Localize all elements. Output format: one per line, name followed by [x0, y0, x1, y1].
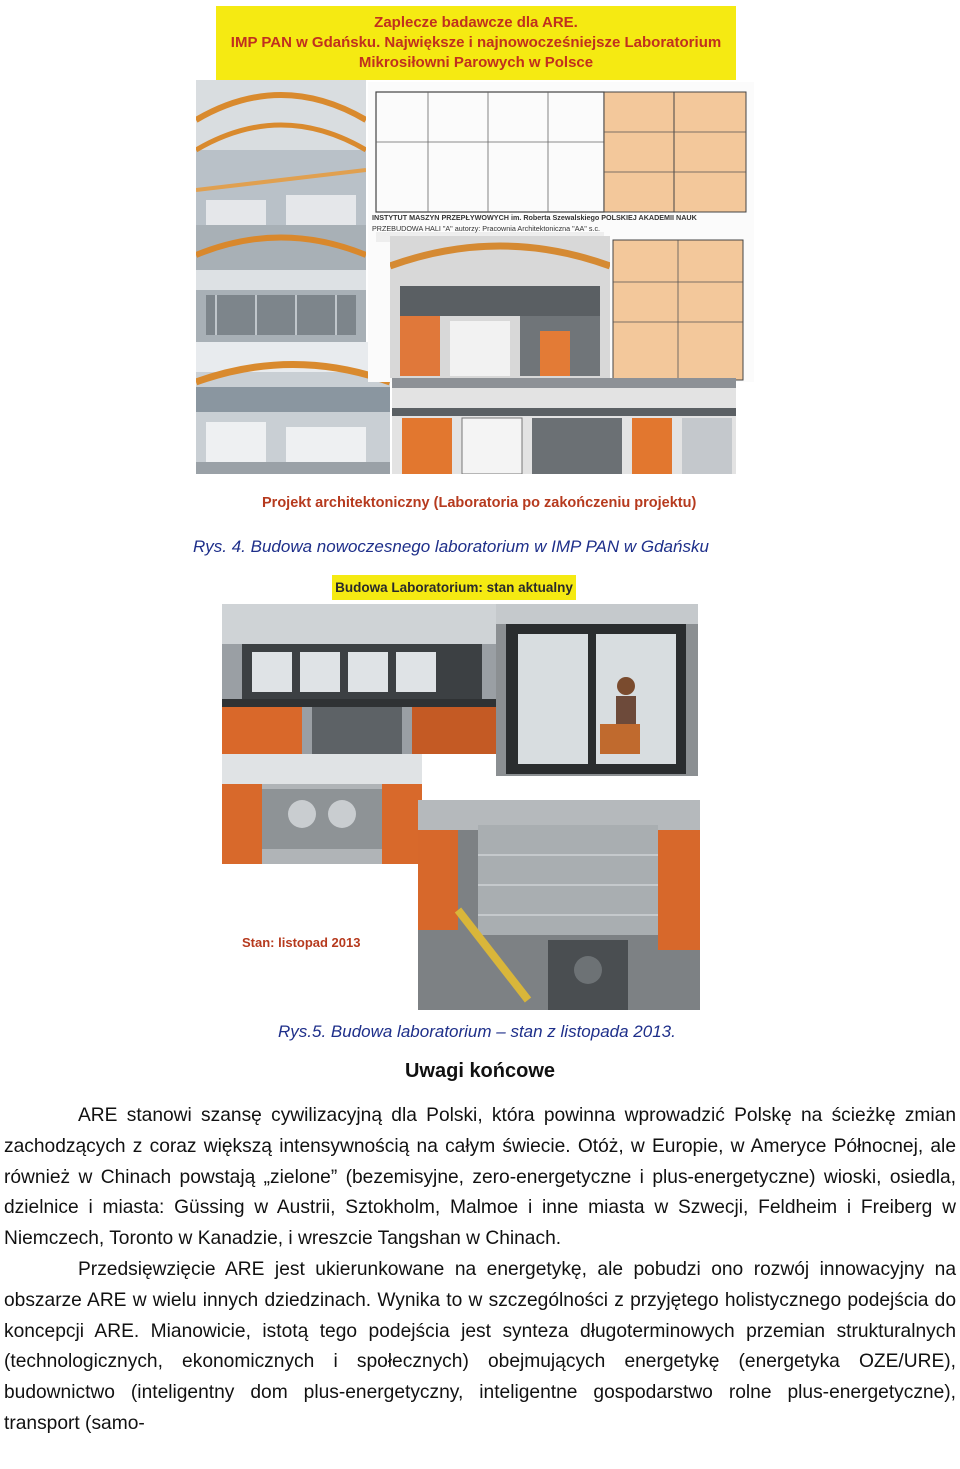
section-render	[390, 236, 610, 378]
figure4-banner	[216, 6, 736, 80]
lab-render-middle	[196, 225, 366, 343]
paragraph-1: ARE stanowi szansę cywilizacyjną dla Polski, która powinna wprowadzić Polskę na ścieżkę zmian zachodzących z coraz większą intensywnością na całym świecie. Otóż, w Europie, w Ameryce Północnej, ale również w Chinach powstają „zielone” (bezemisyjne, zero-energetyczne i plus-energetyczne) wioski, osiedla, dzielnice i miasta: Güssing w Austrii, Sztokholm, Malmoe i inne miasta w Szwecji, Feldheim i Freiberg w Niemczech, Toronto w Kanadzie, i wreszcie Tangshan w Chinach.	[4, 1105, 956, 1250]
figure4-caption: Rys. 4. Budowa nowoczesnego laboratorium w IMP PAN w Gdańsku	[193, 537, 709, 556]
cross-section-render	[392, 378, 736, 474]
construction-photo-mezzanine	[222, 604, 496, 754]
plan-title-block	[372, 212, 732, 236]
construction-photo-enclosure	[496, 604, 698, 776]
paragraph-2: Przedsięwzięcie ARE jest ukierunkowane na energetykę, ale pobudzi ono rozwój innowacyjny na obszarze ARE w wielu innych dziedzinach. Wynika to w szczególności z przyjętego holistycznego podejścia do koncepcji ARE. Mianowicie, istotą tego podejścia jest synteza długoterminowych przemian strukturalnych (technologicznych, ekonomicznych i społecznych) obejmujących energetykę (energetyka OZE/URE), budownictwo (inteligentny dom plus-energetyczny, inteligentne gospodarstwo rolne plus-energetyczne), transport (samo-	[4, 1258, 956, 1434]
section-heading: Uwagi końcowe	[404, 1060, 556, 1082]
plan-title-line-1: INSTYTUT MASZYN PRZEPŁYWOWYCH im. Roberta Szewalskiego POLSKIEJ AKADEMII NAUK	[372, 213, 697, 222]
date-label: Stan: listopad 2013	[242, 935, 361, 950]
banner-line-1: Zaplecze badawcze dla ARE.	[374, 14, 578, 31]
construction-photo-hall	[222, 754, 422, 864]
lab-render-bottom	[196, 342, 390, 474]
body-text	[4, 1101, 956, 1440]
figure5-caption: Rys.5. Budowa laboratorium – stan z listopada 2013.	[278, 1022, 676, 1041]
banner-line-2: IMP PAN w Gdańsku. Największe i najnowocześniejsze Laboratorium	[230, 34, 722, 51]
banner-line-3: Mikrosiłowni Parowych w Polsce	[358, 54, 594, 71]
figure5-banner	[332, 575, 576, 600]
plan-title-line-2: PRZEBUDOWA HALI "A" autorzy: Pracownia Architektoniczna "AA" s.c.	[372, 224, 601, 233]
project-label: Projekt architektoniczny (Laboratoria po zakończeniu projektu)	[262, 495, 697, 511]
construction-photo-steel-enclosure	[418, 800, 700, 1010]
figure5-banner-label: Budowa Laboratorium: stan aktualny	[335, 580, 573, 595]
